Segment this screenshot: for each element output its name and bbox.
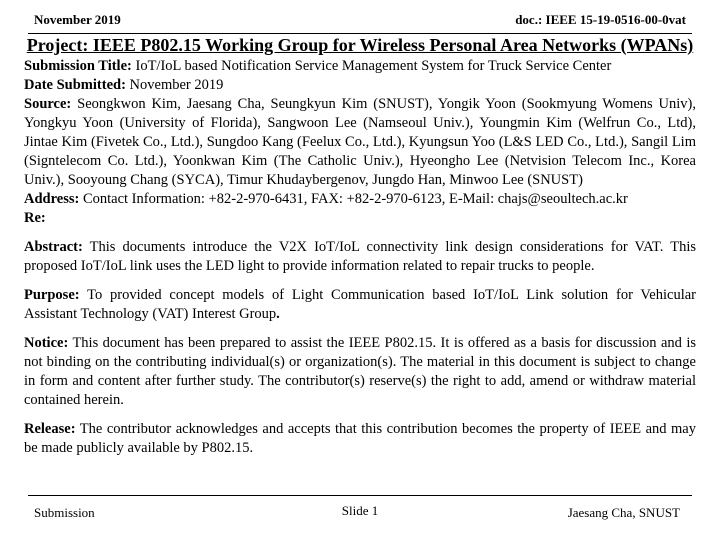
release-label: Release: bbox=[24, 421, 76, 437]
footer-author: Jaesang Cha, SNUST bbox=[567, 505, 680, 520]
source-label: Source: bbox=[24, 96, 72, 112]
release-field bbox=[24, 420, 696, 458]
header-date: November 2019 bbox=[34, 12, 121, 27]
purpose-field bbox=[24, 286, 696, 324]
abstract-label: Abstract: bbox=[24, 239, 83, 255]
address-field bbox=[24, 190, 696, 209]
source-field bbox=[24, 95, 696, 190]
document-body bbox=[24, 57, 696, 458]
slide-number: Slide 1 bbox=[341, 503, 379, 518]
re-field bbox=[24, 209, 696, 228]
notice-value: This document has been prepared to assist the IEEE P802.15. It is offered as a basis for discussion and is not binding on the contributing individual(s) or organization(s). The material in this document is subject to change in form and content after further study. The contributor(s) reserve(s) the right to add, amend or withdraw material contained herein. bbox=[24, 335, 696, 408]
date-submitted-label: Date Submitted: bbox=[24, 77, 126, 93]
submission-title-label: Submission Title: bbox=[24, 58, 132, 74]
footer-submission: Submission bbox=[34, 505, 95, 520]
date-submitted-value: November 2019 bbox=[129, 77, 224, 93]
notice-label: Notice: bbox=[24, 335, 69, 351]
page-title: Project: IEEE P802.15 Working Group for Wireless Personal Area Networks (WPANs) bbox=[26, 35, 694, 55]
abstract-field bbox=[24, 238, 696, 276]
purpose-value: To provided concept models of Light Communication based IoT/IoL Link solution for Vehicular Assistant Technology (VAT) Interest Group bbox=[24, 287, 696, 322]
purpose-label: Purpose: bbox=[24, 287, 80, 303]
header-doc-id: doc.: IEEE 15-19-0516-00-0vat bbox=[515, 12, 686, 27]
release-value: The contributor acknowledges and accepts that this contribution becomes the property of IEEE and may be made publicly available by P802.15. bbox=[24, 421, 696, 456]
re-label: Re: bbox=[24, 210, 46, 226]
notice-field bbox=[24, 334, 696, 410]
footer-rule bbox=[28, 495, 692, 496]
address-label: Address: bbox=[24, 191, 80, 207]
submission-title-field bbox=[24, 57, 696, 76]
date-submitted-field bbox=[24, 76, 696, 95]
address-value: Contact Information: +82-2-970-6431, FAX: +82-2-970-6123, E-Mail: chajs@seoultech.ac.kr bbox=[82, 191, 628, 207]
purpose-end-mark: . bbox=[276, 306, 280, 322]
submission-title-value: IoT/IoL based Notification Service Management System for Truck Service Center bbox=[135, 58, 612, 74]
abstract-value: This documents introduce the V2X IoT/IoL connectivity link design considerations for VAT. This proposed IoT/IoL link uses the LED light to provide information related to repair trucks to people. bbox=[24, 239, 696, 274]
header-rule bbox=[28, 33, 692, 34]
source-value: Seongkwon Kim, Jaesang Cha, Seungkyun Kim (SNUST), Yongik Yoon (Sookmyung Womens Univ), Yongkyu Yoon (University of Florida), Sangwoon Lee (Namseoul Univ.), Youngmin Kim (Welfrun Co., Ltd), Jintae Kim (Fivetek Co., Ltd.), Sungdoo Kang (Feelux Co., Ltd.), Kyungsun Yoo (L&S LED Co., Ltd.), Sangil Lim (Signtelecom Co. Ltd.), Yoonkwan Kim (The Catholic Univ.), Hyeongho Lee (Netvision Telecom Inc., Korea Univ.), Sooyoung Chang (SYCA), Timur Khudaybergenov, Jungdo Han, Minwoo Lee (SNUST) bbox=[24, 96, 696, 188]
